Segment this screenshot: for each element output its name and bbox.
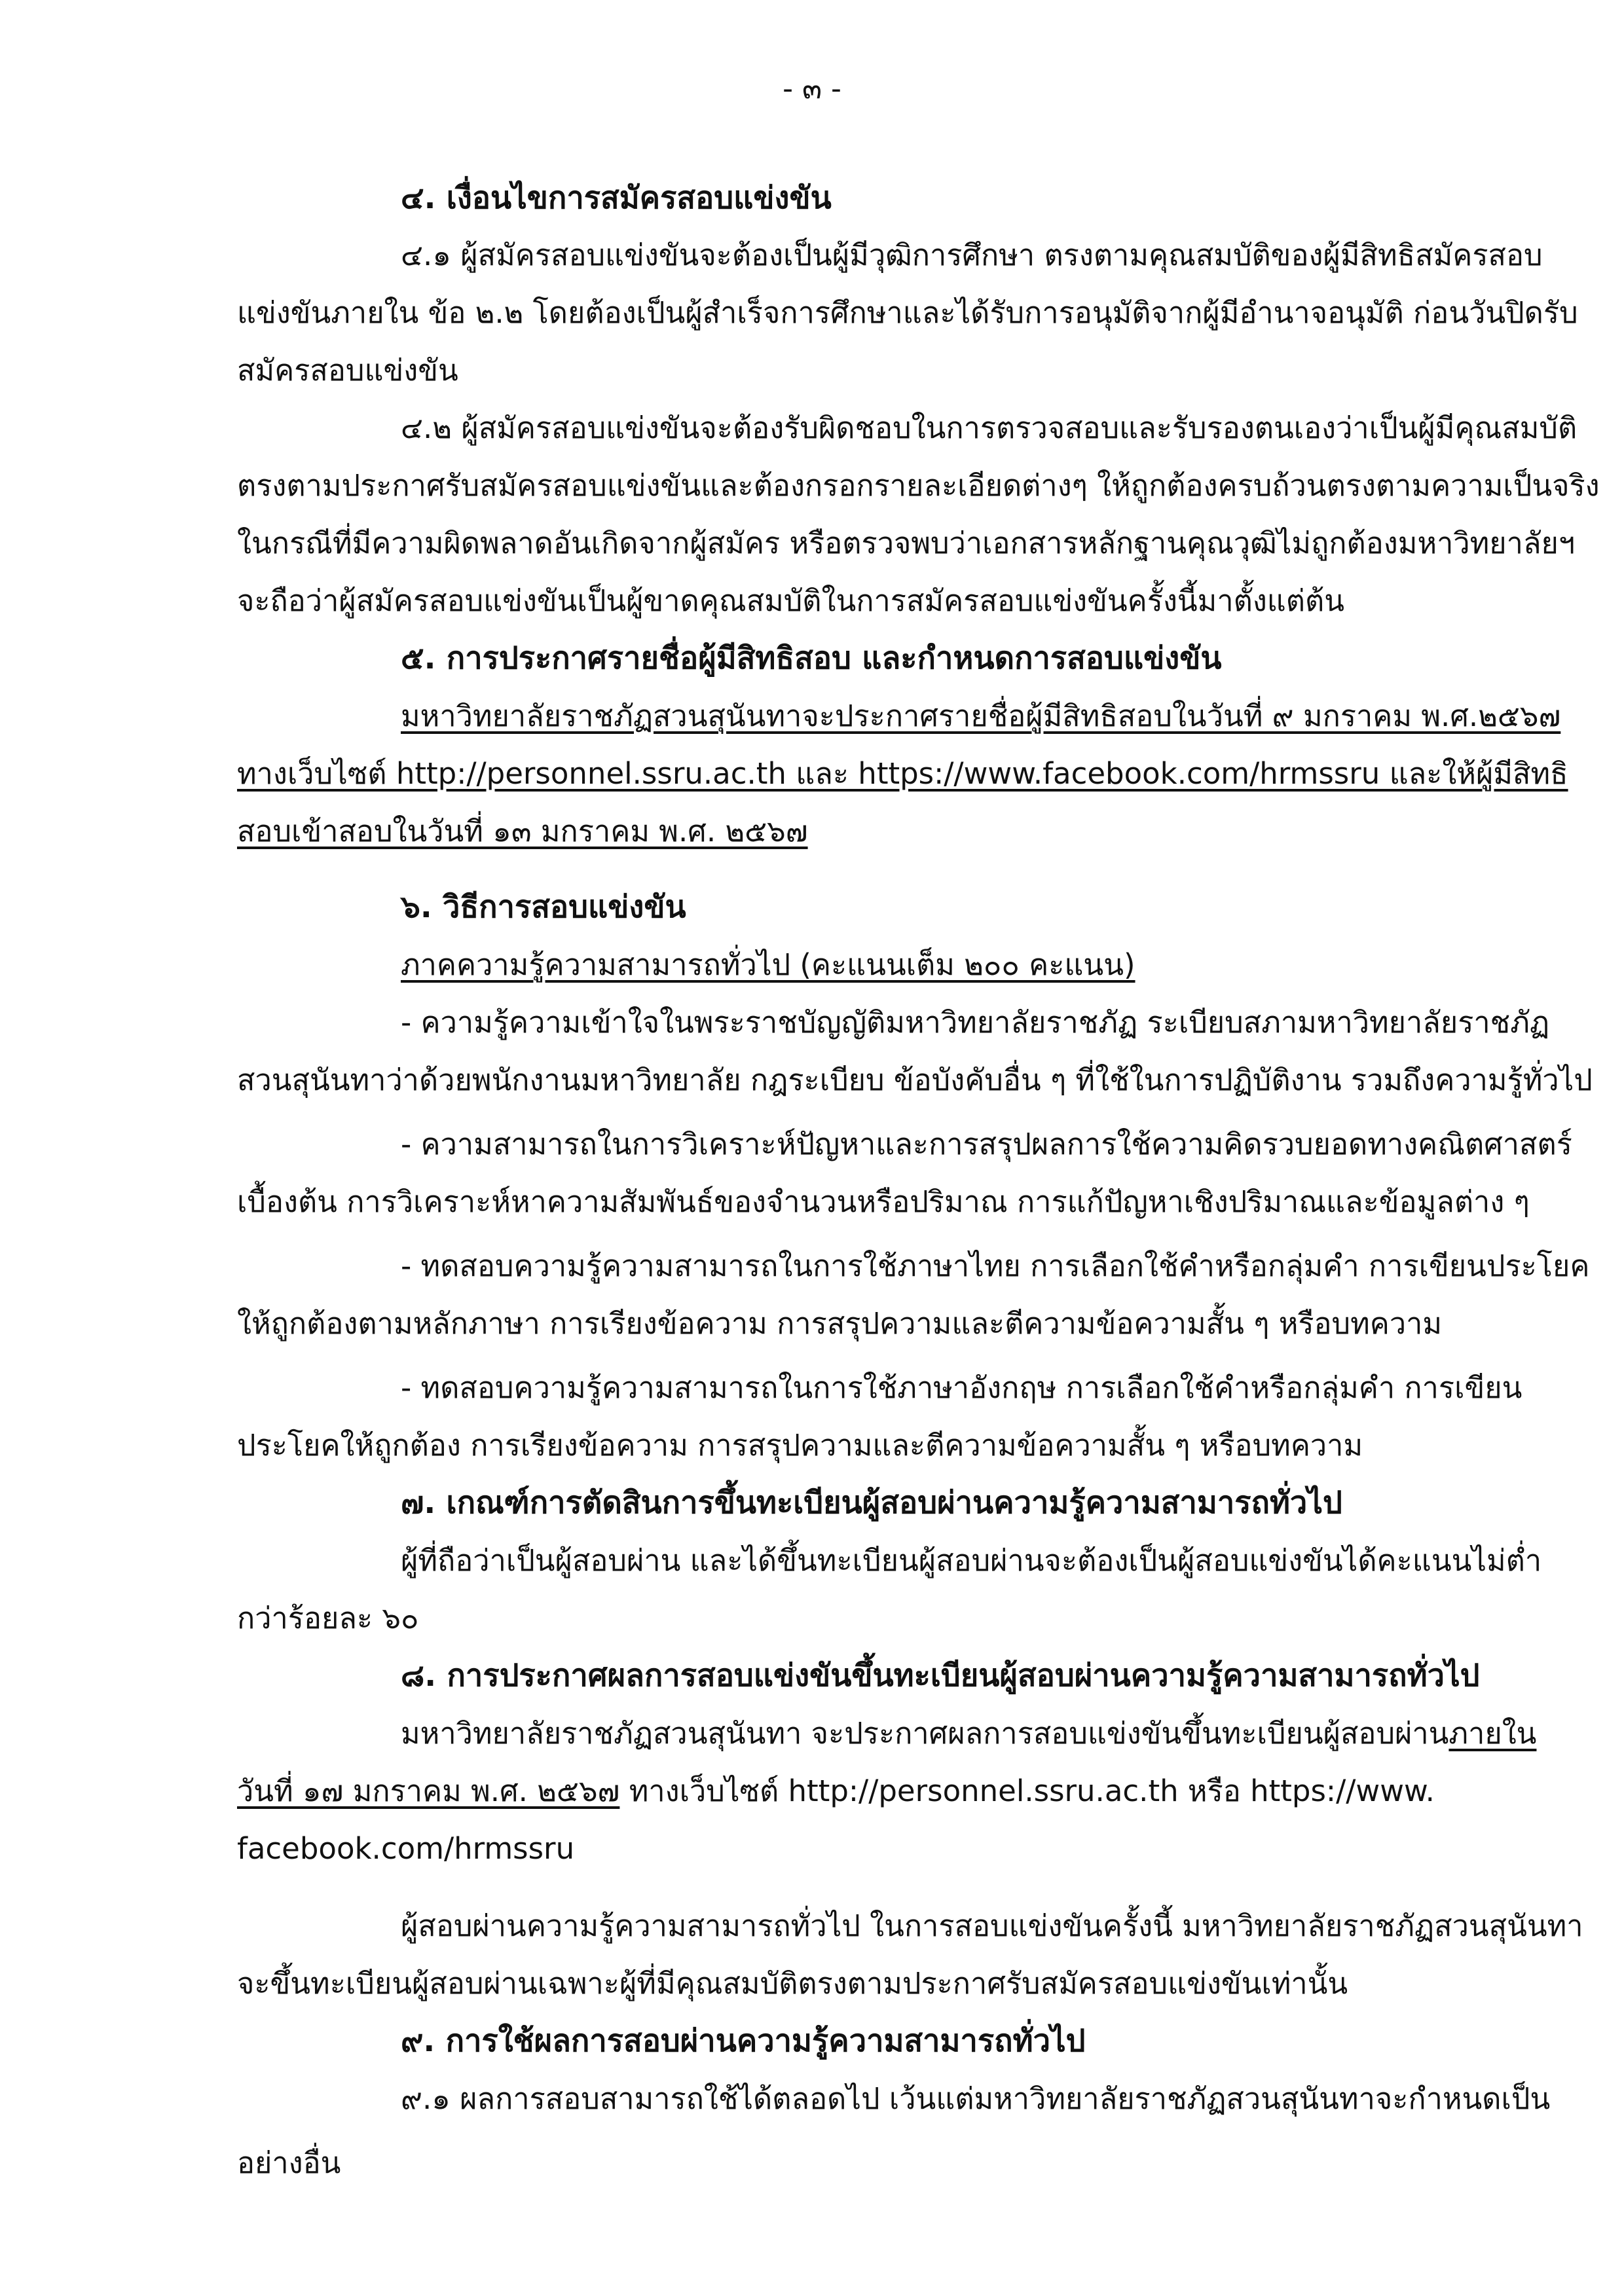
paragraph-line: ในกรณีที่มีความผิดพลาดอันเกิดจากผู้สมัคร หรือตรวจพบว่าเอกสารหลักฐานคุณวุฒิไม่ถูกต้องมหาวิทยาลัยฯ <box>237 526 1576 560</box>
paragraph-line: สอบเข้าสอบในวันที่ ๑๓ มกราคม พ.ศ. ๒๕๖๗ <box>237 814 808 848</box>
paragraph-line: จะถือว่าผู้สมัครสอบแข่งขันเป็นผู้ขาดคุณสมบัติในการสมัครสอบแข่งขันครั้งนี้มาตั้งแต่ต้น <box>237 583 1345 618</box>
paragraph-line <box>237 1766 1475 1816</box>
paragraph-line: แข่งขันภายใน ข้อ ๒.๒ โดยต้องเป็นผู้สำเร็จการศึกษาและได้รับการอนุมัติจากผู้มีอำนาจอนุมัติ ก่อนวันปิดรับ <box>237 295 1578 330</box>
results-text: มหาวิทยาลัยราชภัฏสวนสุนันทา จะประกาศผลการสอบแข่งขันขึ้นทะเบียนผู้สอบผ่าน <box>401 1716 1449 1751</box>
paragraph-line: - ความรู้ความเข้าใจในพระราชบัญญัติมหาวิทยาลัยราชภัฏ ระเบียบสภามหาวิทยาลัยราชภัฏ <box>401 1005 1550 1040</box>
heading-7-criteria: ๗. เกณฑ์การตัดสินการขึ้นทะเบียนผู้สอบผ่านความรู้ความสามารถทั่วไป <box>401 1485 1342 1521</box>
results-website-text: ทางเว็บไซต์ http://personnel.ssru.ac.th หรือ https://www. <box>619 1774 1435 1808</box>
paragraph-line: มหาวิทยาลัยราชภัฏสวนสุนันทาจะประกาศรายชื่อผู้มีสิทธิสอบในวันที่ ๙ มกราคม พ.ศ.๒๕๖๗ <box>401 699 1561 733</box>
heading-4-conditions: ๔. เงื่อนไขการสมัครสอบแข่งขัน <box>401 180 832 216</box>
paragraph-line: กว่าร้อยละ ๖๐ <box>237 1601 419 1635</box>
paragraph-line: เบื้องต้น การวิเคราะห์หาความสัมพันธ์ของจำนวนหรือปริมาณ การแก้ปัญหาเชิงปริมาณและข้อมูลต่าง ๆ <box>237 1184 1530 1219</box>
page-number: - ๓ - <box>783 72 841 105</box>
paragraph-line: ให้ถูกต้องตามหลักภาษา การเรียงข้อความ การสรุปความและตีความข้อความสั้น ๆ หรือบทความ <box>237 1306 1443 1341</box>
paragraph-line: ประโยคให้ถูกต้อง การเรียงข้อความ การสรุปความและตีความข้อความสั้น ๆ หรือบทความ <box>237 1428 1363 1463</box>
paragraph-line: ตรงตามประกาศรับสมัครสอบแข่งขันและต้องกรอกรายละเอียดต่างๆ ให้ถูกต้องครบถ้วนตรงตามความเป็นจริง <box>237 468 1600 503</box>
paragraph-line: - ทดสอบความรู้ความสามารถในการใช้ภาษาไทย การเลือกใช้คำหรือกลุ่มคำ การเขียนประโยค <box>401 1248 1590 1283</box>
paragraph-line: facebook.com/hrmssru <box>237 1831 575 1866</box>
paragraph-line: ผู้สอบผ่านความรู้ความสามารถทั่วไป ในการสอบแข่งขันครั้งนี้ มหาวิทยาลัยราชภัฏสวนสุนันทา <box>401 1908 1583 1943</box>
subheading-general-knowledge: ภาคความรู้ความสามารถทั่วไป (คะแนนเต็ม ๒๐๐ คะแนน) <box>401 947 1135 982</box>
results-deadline-part1: ภายใน <box>1449 1716 1537 1751</box>
paragraph-line: ทางเว็บไซต์ http://personnel.ssru.ac.th และ https://www.facebook.com/hrmssru และให้ผู้มีสิทธิ <box>237 756 1568 791</box>
paragraph-line: สมัครสอบแข่งขัน <box>237 353 458 388</box>
heading-9-use-of-results: ๙. การใช้ผลการสอบผ่านความรู้ความสามารถทั่วไป <box>401 2023 1086 2059</box>
paragraph-line <box>401 1709 1537 1758</box>
paragraph-line: - ความสามารถในการวิเคราะห์ปัญหาและการสรุปผลการใช้ความคิดรวบยอดทางคณิตศาสตร์ <box>401 1127 1572 1161</box>
paragraph-line: สวนสุนันทาว่าด้วยพนักงานมหาวิทยาลัย กฎระเบียบ ข้อบังคับอื่น ๆ ที่ใช้ในการปฏิบัติงาน รวมถึงความรู้ทั่วไป <box>237 1063 1593 1097</box>
paragraph-line: อย่างอื่น <box>237 2145 341 2180</box>
paragraph-line: ๙.๑ ผลการสอบสามารถใช้ได้ตลอดไป เว้นแต่มหาวิทยาลัยราชภัฏสวนสุนันทาจะกำหนดเป็น <box>401 2081 1551 2116</box>
heading-5-announcement: ๕. การประกาศรายชื่อผู้มีสิทธิสอบ และกำหนดการสอบแข่งขัน <box>401 640 1222 676</box>
heading-8-results: ๘. การประกาศผลการสอบแข่งขันขึ้นทะเบียนผู้สอบผ่านความรู้ความสามารถทั่วไป <box>401 1658 1480 1694</box>
paragraph-line: - ทดสอบความรู้ความสามารถในการใช้ภาษาอังกฤษ การเลือกใช้คำหรือกลุ่มคำ การเขียน <box>401 1370 1522 1405</box>
heading-6-exam-method: ๖. วิธีการสอบแข่งขัน <box>401 889 686 925</box>
paragraph-line: จะขึ้นทะเบียนผู้สอบผ่านเฉพาะผู้ที่มีคุณสมบัติตรงตามประกาศรับสมัครสอบแข่งขันเท่านั้น <box>237 1966 1348 2001</box>
results-deadline-date: วันที่ ๑๗ มกราคม พ.ศ. ๒๕๖๗ <box>237 1774 620 1808</box>
paragraph-line: ๔.๒ ผู้สมัครสอบแข่งขันจะต้องรับผิดชอบในการตรวจสอบและรับรองตนเองว่าเป็นผู้มีคุณสมบัติ <box>401 410 1578 445</box>
paragraph-line: ๔.๑ ผู้สมัครสอบแข่งขันจะต้องเป็นผู้มีวุฒิการศึกษา ตรงตามคุณสมบัติของผู้มีสิทธิสมัครสอบ <box>401 238 1543 272</box>
paragraph-line: ผู้ที่ถือว่าเป็นผู้สอบผ่าน และได้ขึ้นทะเบียนผู้สอบผ่านจะต้องเป็นผู้สอบแข่งขันได้คะแนนไม่ต่ำ <box>401 1543 1542 1578</box>
